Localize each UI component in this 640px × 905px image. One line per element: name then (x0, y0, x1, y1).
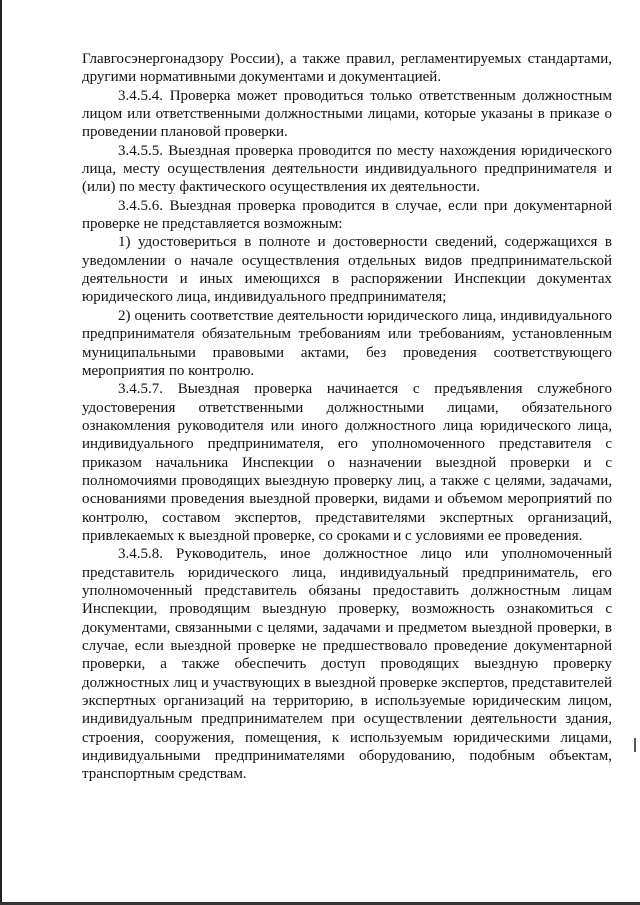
paragraph-3-4-5-5: 3.4.5.5. Выездная проверка проводится по месту нахождения юридического лица, месту осуществления деятельности индивидуального предпринимателя и (или) по месту фактического осуществления их деятельности. (82, 142, 612, 196)
paragraph-3-4-5-7: 3.4.5.7. Выездная проверка начинается с предъявления служебного удостоверения ответственными должностными лицами, обязательного ознакомления руководителя или иного должностного лица юридического лица, индивидуального предпринимателя, его уполномоченного представителя с приказом начальника Инспекции о назначении выездной проверки и с полномочиями проводящих выездную проверку лиц, а также с целями, задачами, основаниями проведения выездной проверки, видами и объемом мероприятий по контролю, составом экспертов, представителями экспертных организаций, привлекаемых к выездной проверке, со сроками и с условиями ее проведения. (82, 381, 612, 544)
paragraph-3-4-5-8: 3.4.5.8. Руководитель, иное должностное лицо или уполномоченный представитель юридического лица, индивидуальный предприниматель, его уполномоченный представитель обязаны предоставить должностным лицам Инспекции, проводящим выездную проверку, возможность ознакомиться с документами, связанными с целями, задачами и предметом выездной проверки, в случае, если выездной проверке не предшествовало проведение документарной проверки, а также обеспечить доступ проводящих выездную проверку должностных лиц и участвующих в выездной проверке экспертов, представителей экспертных организаций на территорию, в используемые юридическим лицом, индивидуальным предпринимателем при осуществлении деятельности здания, строения, сооружения, помещения, к используемым юридическими лицами, индивидуальными предпринимателями оборудованию, подобным объектам, транспортным средствам. (82, 546, 612, 783)
list-item-1: 1) удостовериться в полноте и достоверности сведений, содержащихся в уведомлении о начале осуществления отдельных видов предпринимательской деятельности и иных имеющихся в распоряжении Инспекции документах юридического лица, индивидуального предпринимателя; (82, 234, 612, 306)
list-item-2: 2) оценить соответствие деятельности юридического лица, индивидуального предпринимателя обязательным требованиям или требованиям, установленным муниципальными правовыми актами, без проведения соответствующего мероприятия по контролю. (82, 307, 612, 379)
document-body (82, 50, 612, 784)
scan-speck (634, 738, 636, 752)
paragraph-3-4-5-6: 3.4.5.6. Выездная проверка проводится в случае, если при документарной проверке не представляется возможным: (82, 197, 612, 233)
paragraph-3-4-5-4: 3.4.5.4. Проверка может проводиться только ответственным должностным лицом или ответственными должностными лицами, которые указаны в приказе о проведении плановой проверки. (82, 87, 612, 141)
paragraph-continuation: Главгосэнергонадзору России), а также правил, регламентируемых стандартами, другими нормативными документами и документацией. (82, 51, 612, 86)
scan-left-edge (0, 0, 2, 905)
